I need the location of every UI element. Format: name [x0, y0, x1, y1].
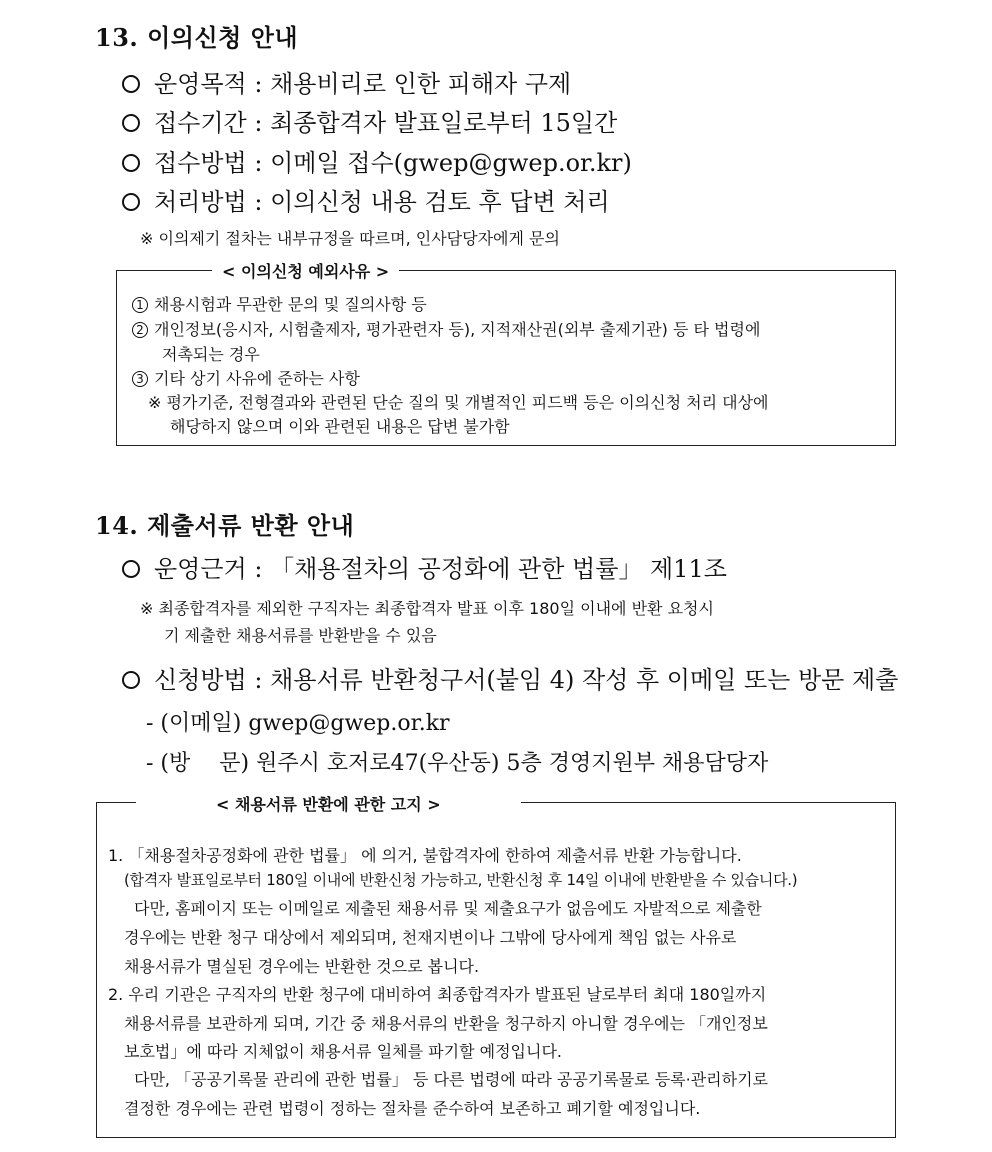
- exception-item-text: 개인정보(응시자, 시험출제자, 평가관련자 등), 지적재산권(외부 출제기관) 등 타 법령에: [154, 320, 761, 339]
- dash-email: - (이메일) gwep@gwep.or.kr: [146, 711, 450, 736]
- notice-line-6: 2. 우리 기관은 구직자의 반환 청구에 대비하여 최종합격자가 발표된 날로부터 최대 180일까지: [108, 985, 767, 1004]
- exception-item-2: [132, 317, 760, 340]
- bullet-period: [122, 103, 617, 138]
- bullet-purpose: [122, 64, 571, 99]
- circled-number: 1: [132, 297, 148, 313]
- bullet-label: 처리방법: [154, 188, 247, 216]
- bullet-label: 운영근거: [154, 555, 247, 583]
- bullet-text: 최종합격자 발표일로부터 15일간: [270, 109, 618, 137]
- notice-line-7: 채용서류를 보관하게 되며, 기간 중 채용서류의 반환을 청구하지 아니할 경우에는 「개인정보: [124, 1014, 768, 1033]
- dash-visit: - (방 문) 원주시 호저로47(우산동) 5층 경영지원부 채용담당자: [146, 751, 769, 776]
- circle-bullet-icon: [122, 114, 140, 132]
- bullet-text: 이메일 접수(gwep@gwep.or.kr): [270, 149, 632, 177]
- notice-line-8: 보호법」에 따라 지체없이 채용서류 일체를 파기할 예정입니다.: [124, 1042, 563, 1061]
- bullet-label: 접수방법: [154, 149, 247, 177]
- exception-item-1: [132, 292, 427, 315]
- section-14-title: 14. 제출서류 반환 안내: [95, 511, 355, 540]
- circle-bullet-icon: [122, 560, 140, 578]
- exception-item-text: 기타 상기 사유에 준하는 사항: [154, 369, 360, 388]
- circle-bullet-icon: [122, 75, 140, 93]
- section-13-note: ※ 이의제기 절차는 내부규정을 따르며, 인사담당자에게 문의: [140, 229, 560, 248]
- notice-line-9: 다만, 「공공기록물 관리에 관한 법률」 등 다른 법령에 따라 공공기록물로 등록·관리하기로: [134, 1070, 768, 1089]
- exception-box-title: < 이의신청 예외사유 >: [212, 259, 399, 282]
- bullet-basis: [122, 549, 727, 584]
- bullet-label: 운영목적: [154, 70, 247, 98]
- bullet-processing: [122, 182, 610, 217]
- bullet-label: 신청방법: [154, 666, 247, 694]
- bullet-sep: :: [246, 109, 271, 137]
- bullet-text: 이의신청 내용 검토 후 답변 처리: [270, 188, 610, 216]
- circle-bullet-icon: [122, 193, 140, 211]
- return-notice-box-title: < 채용서류 반환에 관한 고지 >: [136, 792, 521, 815]
- notice-line-1: 1. 「채용절차공정화에 관한 법률」 에 의거, 불합격자에 한하여 제출서류 반환 가능합니다.: [108, 846, 742, 865]
- circled-number: 3: [132, 371, 148, 387]
- bullet-text: 「채용절차의 공정화에 관한 법률」 제11조: [270, 555, 727, 583]
- circled-number: 2: [132, 322, 148, 338]
- exception-note-line-2: 해당하지 않으며 이와 관련된 내용은 답변 불가함: [170, 417, 510, 436]
- circle-bullet-icon: [122, 154, 140, 172]
- notice-line-2: (합격자 발표일로부터 180일 이내에 반환신청 가능하고, 반환신청 후 14일 이내에 반환받을 수 있습니다.): [124, 871, 798, 889]
- bullet-text: 채용비리로 인한 피해자 구제: [270, 70, 572, 98]
- bullet-sep: :: [246, 70, 271, 98]
- notice-line-5: 채용서류가 멸실된 경우에는 반환한 것으로 봅니다.: [124, 957, 480, 976]
- bullet-sep: :: [246, 666, 271, 694]
- bullet-label: 접수기간: [154, 109, 247, 137]
- notice-line-10: 결정한 경우에는 관련 법령이 정하는 절차를 준수하여 보존하고 폐기할 예정입니다.: [124, 1099, 701, 1118]
- bullet-sep: :: [246, 149, 271, 177]
- exception-item-3: [132, 366, 360, 389]
- bullet-sep: :: [246, 188, 271, 216]
- section-14-note-line-1: ※ 최종합격자를 제외한 구직자는 최종합격자 발표 이후 180일 이내에 반환 요청시: [140, 599, 714, 618]
- notice-line-4: 경우에는 반환 청구 대상에서 제외되며, 천재지변이나 그밖에 당사에게 책임 없는 사유로: [124, 928, 737, 947]
- section-13-title: 13. 이의신청 안내: [95, 23, 299, 52]
- exception-item-text: 채용시험과 무관한 문의 및 질의사항 등: [154, 295, 427, 314]
- section-14-note-line-2: 기 제출한 채용서류를 반환받을 수 있음: [164, 626, 437, 645]
- bullet-text: 채용서류 반환청구서(붙임 4) 작성 후 이메일 또는 방문 제출: [270, 666, 899, 694]
- circle-bullet-icon: [122, 671, 140, 689]
- bullet-sep: :: [246, 555, 271, 583]
- exception-note-line-1: ※ 평가기준, 전형결과와 관련된 단순 질의 및 개별적인 피드백 등은 이의신청 처리 대상에: [148, 393, 769, 412]
- exception-item-2-cont: 저촉되는 경우: [162, 345, 260, 364]
- bullet-method: [122, 143, 632, 178]
- bullet-application: [122, 660, 898, 695]
- notice-line-3: 다만, 홈페이지 또는 이메일로 제출된 채용서류 및 제출요구가 없음에도 자발적으로 제출한: [134, 899, 762, 918]
